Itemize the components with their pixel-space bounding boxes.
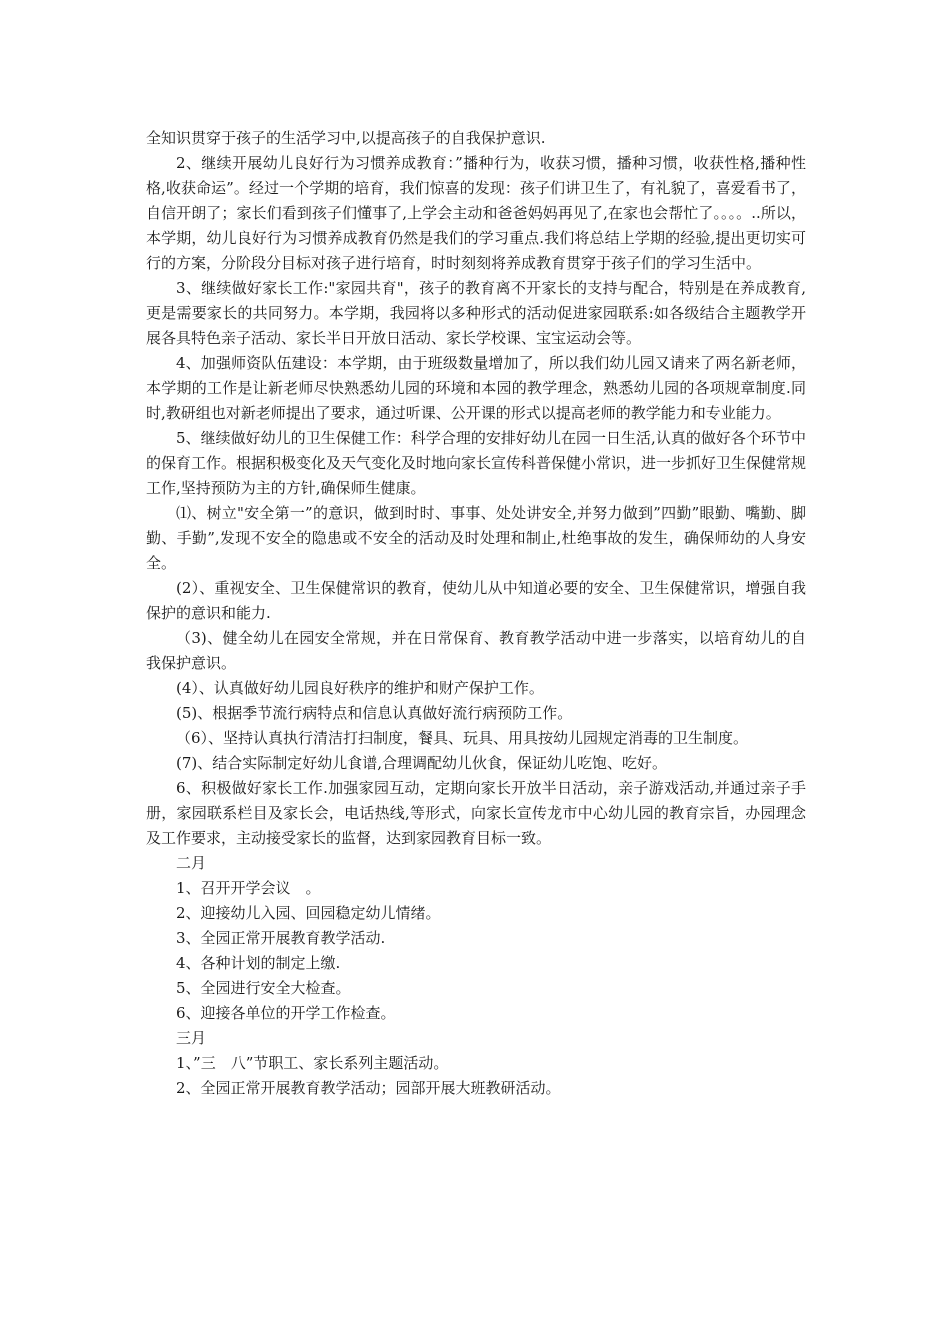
- paragraph-item-5: (5)、根据季节流行病特点和信息认真做好流行病预防工作。: [176, 704, 573, 722]
- paragraph-item-1: ⑴、树立"安全第一”的意识，做到时时、事事、处处讲安全,并努力做到”四勤”眼勤、嘴勤、脚勤、手勤”,发现不安全的隐患或不安全的活动及时处理和制止,杜绝事故的发生，确保师幼的人身安全。: [146, 504, 806, 572]
- february-item-1: 1、召开开学会议 。: [176, 879, 321, 897]
- month-heading-march: 三月: [176, 1029, 207, 1047]
- paragraph-item-2: (2）、重视安全、卫生保健常识的教育，使幼儿从中知道必要的安全、卫生保健常识，增强自我保护的意识和能力.: [146, 579, 806, 622]
- february-item-3: 3、全园正常开展教育教学活动.: [176, 929, 386, 947]
- paragraph-family-cooperation: 6、积极做好家长工作.加强家园互动，定期向家长开放半日活动，亲子游戏活动,并通过亲子手册，家园联系栏目及家长会，电话热线,等形式，向家长宣传龙市中心幼儿园的教育宗旨，办园理念及工作要求，主动接受家长的监督，达到家园教育目标一致。: [146, 779, 806, 847]
- march-item-1: 1、”三 八”节职工、家长系列主题活动。: [176, 1054, 449, 1072]
- paragraph-item-4: (4）、认真做好幼儿园良好秩序的维护和财产保护工作。: [176, 679, 544, 697]
- paragraph-item-3: （3)、健全幼儿在园安全常规，并在日常保育、教育教学活动中进一步落实，以培育幼儿的自我保护意识。: [146, 629, 806, 672]
- paragraph-safety-knowledge: 全知识贯穿于孩子的生活学习中,以提高孩子的自我保护意识.: [146, 129, 546, 147]
- paragraph-parent-work: 3、继续做好家长工作:"家园共育"，孩子的教育离不开家长的支持与配合，特别是在养成教育,更是需要家长的共同努力。本学期，我园将以多种形式的活动促进家园联系:如各级结合主题教学开展各具特色亲子活动、家长半日开放日活动、家长学校课、宝宝运动会等。: [146, 279, 806, 347]
- document-body: [146, 126, 806, 1101]
- month-heading-february: 二月: [176, 854, 207, 872]
- february-item-4: 4、各种计划的制定上缴.: [176, 954, 341, 972]
- february-item-2: 2、迎接幼儿入园、回园稳定幼儿情绪。: [176, 904, 441, 922]
- paragraph-habit-education: 2、继续开展幼儿良好行为习惯养成教育：”播种行为，收获习惯，播种习惯，收获性格,播种性格,收获命运”。经过一个学期的培育，我们惊喜的发现：孩子们讲卫生了，有礼貌了，喜爱看书了，自信开朗了；家长们看到孩子们懂事了,上学会主动和爸爸妈妈再见了,在家也会帮忙了。。。。..所以，本学期，幼儿良好行为习惯养成教育仍然是我们的学习重点.我们将总结上学期的经验,提出更切实可行的方案，分阶段分目标对孩子进行培育，时时刻刻将养成教育贯穿于孩子们的学习生活中。: [146, 154, 806, 272]
- march-item-2: 2、全园正常开展教育教学活动；园部开展大班教研活动。: [176, 1079, 561, 1097]
- paragraph-teacher-team: 4、加强师资队伍建设：本学期，由于班级数量增加了，所以我们幼儿园又请来了两名新老师，本学期的工作是让新老师尽快熟悉幼儿园的环境和本园的教学理念，熟悉幼儿园的各项规章制度.同时,教研组也对新老师提出了要求，通过听课、公开课的形式以提高老师的教学能力和专业能力。: [146, 354, 806, 422]
- february-item-6: 6、迎接各单位的开学工作检查。: [176, 1004, 396, 1022]
- paragraph-health-care: 5、继续做好幼儿的卫生保健工作：科学合理的安排好幼儿在园一日生活,认真的做好各个环节中的保育工作。根据积极变化及天气变化及时地向家长宣传科普保健小常识，进一步抓好卫生保健常规工作,坚持预防为主的方针,确保师生健康。: [146, 429, 807, 497]
- february-item-5: 5、全园进行安全大检查。: [176, 979, 351, 997]
- paragraph-item-7: (7)、结合实际制定好幼儿食谱,合理调配幼儿伙食，保证幼儿吃饱、吃好。: [176, 754, 668, 772]
- paragraph-item-6: （6）、坚持认真执行清洁打扫制度，餐具、玩具、用具按幼儿园规定消毒的卫生制度。: [176, 729, 749, 747]
